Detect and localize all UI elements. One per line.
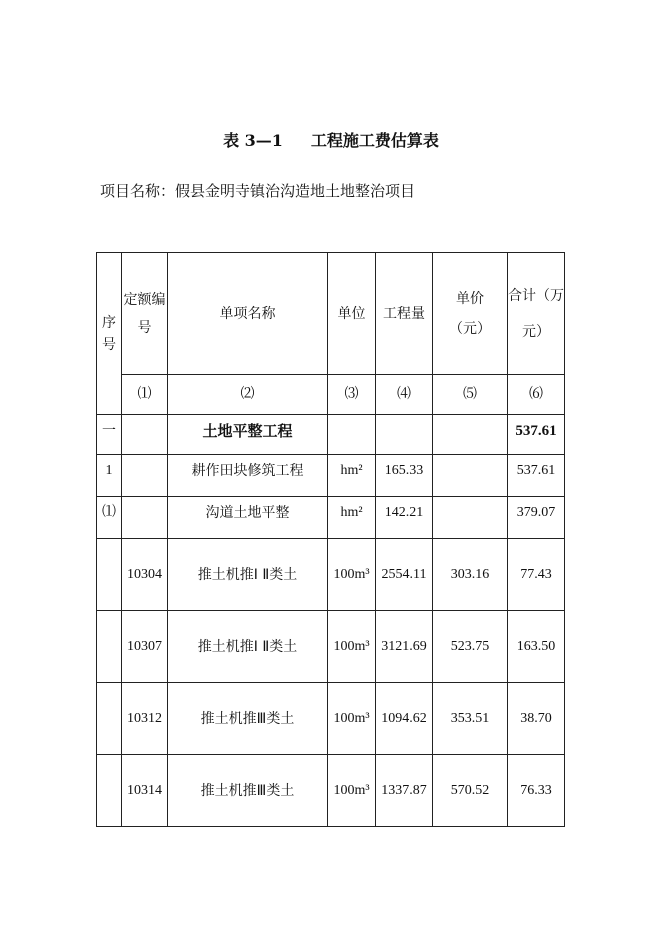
table-row bbox=[97, 497, 565, 539]
row-total: 38.70 bbox=[508, 683, 565, 755]
table-number: 表 3—1 bbox=[223, 131, 283, 150]
row-seq bbox=[97, 755, 122, 827]
row-item-name: 推土机推Ⅲ类土 bbox=[168, 683, 328, 755]
row-unit-price: 353.51 bbox=[433, 683, 508, 755]
row-item-name: 推土机推Ⅲ类土 bbox=[168, 755, 328, 827]
row-quantity: 142.21 bbox=[376, 497, 433, 539]
row-seq: ⑴ bbox=[97, 497, 122, 539]
row-total: 537.61 bbox=[508, 455, 565, 497]
col-index-3: ⑶ bbox=[328, 375, 376, 415]
header-unit: 单位 bbox=[328, 253, 376, 375]
row-quantity: 3121.69 bbox=[376, 611, 433, 683]
col-index-1: ⑴ bbox=[122, 375, 168, 415]
row-total: 76.33 bbox=[508, 755, 565, 827]
header-unit-price: 单价（元） bbox=[433, 253, 508, 375]
row-unit: 100m³ bbox=[328, 683, 376, 755]
row-item-name: 土地平整工程 bbox=[168, 415, 328, 455]
row-item-name: 耕作田块修筑工程 bbox=[168, 455, 328, 497]
row-total: 163.50 bbox=[508, 611, 565, 683]
table-row bbox=[97, 415, 565, 455]
row-code: 10312 bbox=[122, 683, 168, 755]
header-item-name: 单项名称 bbox=[168, 253, 328, 375]
row-total: 379.07 bbox=[508, 497, 565, 539]
table-title bbox=[0, 128, 662, 151]
row-quantity: 165.33 bbox=[376, 455, 433, 497]
row-unit bbox=[328, 415, 376, 455]
table-row bbox=[97, 539, 565, 611]
row-unit: 100m³ bbox=[328, 539, 376, 611]
project-line bbox=[100, 170, 420, 212]
row-unit-price: 570.52 bbox=[433, 755, 508, 827]
row-seq bbox=[97, 539, 122, 611]
cost-estimate-table bbox=[96, 252, 565, 827]
row-unit-price bbox=[433, 415, 508, 455]
row-total: 537.61 bbox=[508, 415, 565, 455]
row-item-name: 沟道土地平整 bbox=[168, 497, 328, 539]
row-unit: 100m³ bbox=[328, 755, 376, 827]
row-item-name: 推土机推Ⅰ Ⅱ类土 bbox=[168, 539, 328, 611]
row-seq: 1 bbox=[97, 455, 122, 497]
table-row bbox=[97, 755, 565, 827]
header-seq: 序号 bbox=[97, 253, 122, 415]
row-unit: hm² bbox=[328, 497, 376, 539]
table-row bbox=[97, 455, 565, 497]
row-code bbox=[122, 455, 168, 497]
row-total: 77.43 bbox=[508, 539, 565, 611]
row-unit-price: 303.16 bbox=[433, 539, 508, 611]
row-code: 10304 bbox=[122, 539, 168, 611]
table-row bbox=[97, 683, 565, 755]
row-unit-price bbox=[433, 497, 508, 539]
row-quantity bbox=[376, 415, 433, 455]
header-row bbox=[97, 253, 565, 375]
header-quantity: 工程量 bbox=[376, 253, 433, 375]
row-unit-price bbox=[433, 455, 508, 497]
row-code bbox=[122, 415, 168, 455]
column-index-row bbox=[97, 375, 565, 415]
row-unit-price: 523.75 bbox=[433, 611, 508, 683]
row-item-name: 推土机推Ⅰ Ⅱ类土 bbox=[168, 611, 328, 683]
row-quantity: 1337.87 bbox=[376, 755, 433, 827]
project-label: 项目名称： bbox=[100, 182, 176, 200]
header-quota-code: 定额编号 bbox=[122, 253, 168, 375]
col-index-2: ⑵ bbox=[168, 375, 328, 415]
row-unit: hm² bbox=[328, 455, 376, 497]
row-code: 10307 bbox=[122, 611, 168, 683]
col-index-6: ⑹ bbox=[508, 375, 565, 415]
table-row bbox=[97, 611, 565, 683]
col-index-4: ⑷ bbox=[376, 375, 433, 415]
row-seq: 一 bbox=[97, 415, 122, 455]
header-total: 合计（万元） bbox=[508, 253, 565, 375]
row-code: 10314 bbox=[122, 755, 168, 827]
row-code bbox=[122, 497, 168, 539]
row-quantity: 1094.62 bbox=[376, 683, 433, 755]
row-seq bbox=[97, 611, 122, 683]
row-unit: 100m³ bbox=[328, 611, 376, 683]
col-index-5: ⑸ bbox=[433, 375, 508, 415]
project-name: 假县金明寺镇治沟造地土地整治项目 bbox=[175, 182, 416, 200]
table-name: 工程施工费估算表 bbox=[310, 131, 439, 150]
row-seq bbox=[97, 683, 122, 755]
row-quantity: 2554.11 bbox=[376, 539, 433, 611]
